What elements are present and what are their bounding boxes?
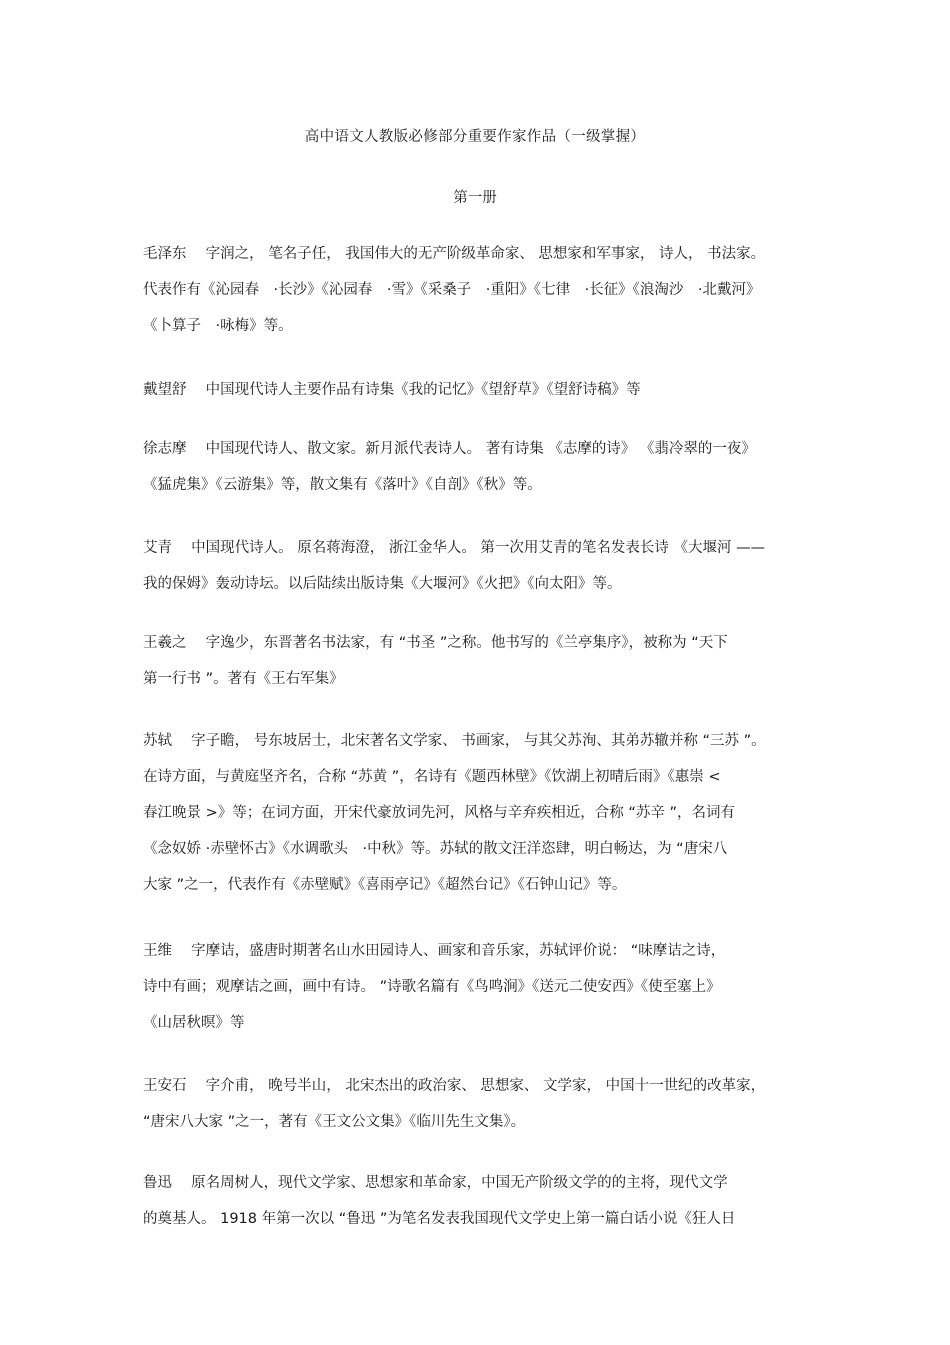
entry-line: 戴望舒 中国现代诗人主要作品有诗集《我的记忆》《望舒草》《望舒诗稿》等 bbox=[143, 382, 641, 398]
entry-line: 《山居秋暝》等 bbox=[143, 1015, 245, 1031]
entry-line: “唐宋八大家 ”之一，著有《王文公文集》《临川先生文集》。 bbox=[143, 1114, 526, 1130]
entry-line: 《猛虎集》《云游集》等，散文集有《落叶》《自剖》《秋》等。 bbox=[143, 477, 542, 493]
entry-line: 的奠基人。 1918 年第一次以 “鲁迅 ”为笔名发表我国现代文学史上第一篇白话小说《狂人日 bbox=[143, 1211, 736, 1227]
entry-line: 苏轼 字子瞻， 号东坡居士，北宋著名文学家、 书画家， 与其父苏洵、其弟苏辙并称 “三苏 ”。 bbox=[143, 733, 766, 749]
entry-wang-wei bbox=[143, 940, 815, 1048]
entry-line: 《卜算子 ·咏梅》等。 bbox=[143, 318, 293, 334]
entry-line: 诗中有画；观摩诘之画，画中有诗。 ”诗歌名篇有《鸟鸣涧》《送元二使安西》《使至塞上》 bbox=[143, 979, 721, 995]
entry-line: 王维 字摩诘，盛唐时期著名山水田园诗人、画家和音乐家，苏轼评价说： “味摩诘之诗， bbox=[143, 943, 726, 959]
entry-line: 艾青 中国现代诗人。 原名蒋海澄， 浙江金华人。 第一次用艾青的笔名发表长诗 《大堰河 —— bbox=[143, 540, 766, 556]
entry-line: 鲁迅 原名周树人，现代文学家、思想家和革命家，中国无产阶级文学的的主将，现代文学 bbox=[143, 1175, 728, 1191]
entry-line: 徐志摩 中国现代诗人、散文家。新月派代表诗人。 著有诗集 《志摩的诗》 《翡冷翠的一夜》 bbox=[143, 441, 756, 457]
entry-line: 大家 ”之一，代表作有《赤壁赋》《喜雨亭记》《超然台记》《石钟山记》等。 bbox=[143, 877, 627, 893]
entry-lu-xun bbox=[143, 1172, 815, 1244]
document-title: 高中语文人教版必修部分重要作家作品（一级掌握） bbox=[304, 129, 646, 145]
entry-line: 王羲之 字逸少，东晋著名书法家，有 “书圣 ”之称。他书写的《兰亭集序》，被称为 “天下 bbox=[143, 635, 728, 651]
entry-ai-qing bbox=[143, 537, 815, 609]
entry-line: 在诗方面，与黄庭坚齐名，合称 “苏黄 ”，名诗有《题西林壁》《饮湖上初晴后雨》《惠崇 < bbox=[143, 769, 721, 785]
entry-line: 代表作有《沁园春 ·长沙》《沁园春 ·雪》《采桑子 ·重阳》《七律 ·长征》《浪淘沙 ·北戴河》 bbox=[143, 282, 761, 298]
entry-dai-wangshu bbox=[143, 379, 815, 415]
entry-wang-anshi bbox=[143, 1075, 815, 1147]
entry-mao-zedong bbox=[143, 243, 815, 351]
entry-line: 毛泽东 字润之， 笔名子任， 我国伟大的无产阶级革命家、 思想家和军事家， 诗人， 书法家。 bbox=[143, 246, 766, 262]
volume-heading: 第一册 bbox=[453, 190, 497, 206]
entry-line: 我的保姆》轰动诗坛。以后陆续出版诗集《大堰河》《火把》《向太阳》等。 bbox=[143, 576, 622, 592]
entry-line: 春江晚景 >》等；在词方面，开宋代豪放词先河，风格与辛弃疾相近，合称 “苏辛 ”，名词有 bbox=[143, 805, 735, 821]
entry-xu-zhimo bbox=[143, 438, 815, 510]
entry-line: 第一行书 ”。著有《王右军集》 bbox=[143, 671, 344, 687]
entry-line: 《念奴娇 ·赤壁怀古》《水调歌头 ·中秋》等。苏轼的散文汪洋恣肆，明白畅达，为 “唐宋八 bbox=[143, 841, 728, 857]
entry-wang-xizhi bbox=[143, 632, 815, 704]
entry-su-shi bbox=[143, 730, 815, 910]
entry-line: 王安石 字介甫， 晚号半山， 北宋杰出的政治家、 思想家、 文学家， 中国十一世纪的改革家， bbox=[143, 1078, 766, 1094]
